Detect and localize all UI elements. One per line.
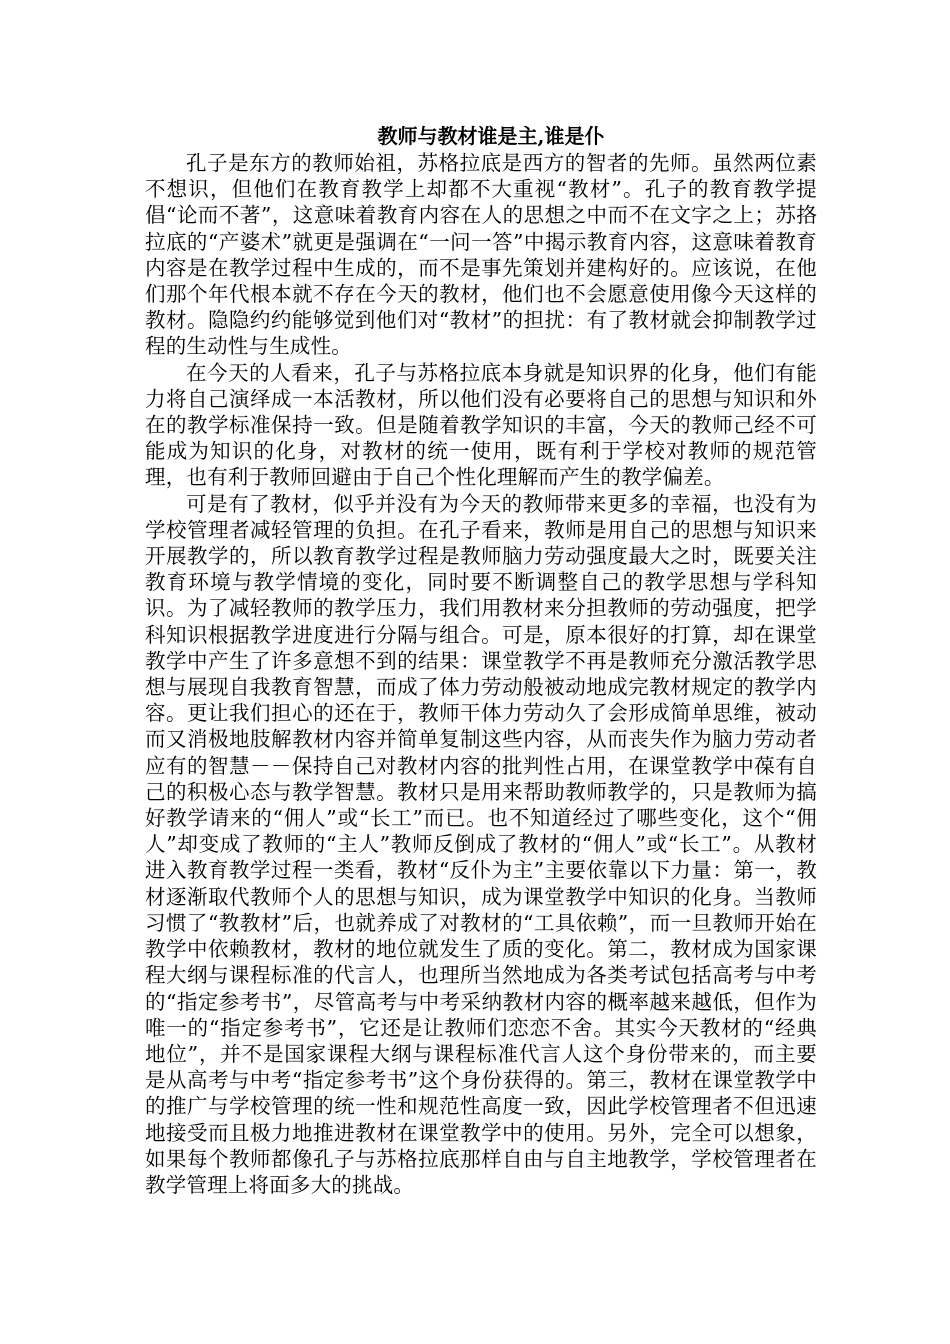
paragraph-3: 可是有了教材，似乎并没有为今天的教师带来更多的幸福，也没有为学校管理者减轻管理的负担。在孔子看来，教师是用自己的思想与知识来开展教学的，所以教育教学过程是教师脑力劳动强度最大之时，既要关注教育环境与教学情境的变化，同时要不断调整自己的教学思想与学科知识。为了减轻教师的教学压力，我们用教材来分担教师的劳动强度，把学科知识根据教学进度进行分隔与组合。可是，原本很好的打算，却在课堂教学中产生了许多意想不到的结果：课堂教学不再是教师充分激活教学思想与展现自我教育智慧，而成了体力劳动般被动地成完教材规定的教学内容。更让我们担心的还在于，教师干体力劳动久了会形成简单思维，被动而又消极地肢解教材内容并简单复制这些内容，从而丧失作为脑力劳动者应有的智慧－－保持自己对教材内容的批判性占用，在课堂教学中葆有自己的积极心态与教学智慧。教材只是用来帮助教师教学的，只是教师为搞好教学请来的“佣人”或“长工”而已。也不知道经过了哪些变化，这个“佣人”却变成了教师的“主人”教师反倒成了教材的“佣人”或“长工”。从教材进入教育教学过程一类看，教材“反仆为主”主要依靠以下力量：第一，教材逐渐取代教师个人的思想与知识，成为课堂教学中知识的化身。当教师习惯了“教教材”后，也就养成了对教材的“工具依赖”，而一旦教师开始在教学中依赖教材，教材的地位就发生了质的变化。第二，教材成为国家课程大纲与课程标准的代言人，也理所当然地成为各类考试包括高考与中考的“指定参考书”，尽管高考与中考采纳教材内容的概率越来越低，但作为唯一的“指定参考书”，它还是让教师们恋恋不舍。其实今天教材的“经典地位”，并不是国家课程大纲与课程标准代言人这个身份带来的，而主要是从高考与中考“指定参考书”这个身份获得的。第三，教材在课堂教学中的推广与学校管理的统一性和规范性高度一致，因此学校管理者不但迅速地接受而且极力地推进教材在课堂教学中的使用。另外，完全可以想象，如果每个教师都像孔子与苏格拉底那样自由与自主地教学，学校管理者在教学管理上将面多大的挑战。 bbox=[145, 491, 817, 1197]
document-title: 教师与教材谁是主,谁是仆 bbox=[377, 124, 605, 148]
paragraph-1: 孔子是东方的教师始祖，苏格拉底是西方的智者的先师。虽然两位素不想识，但他们在教育教学上却都不大重视“教材”。孔子的教育教学提倡“论而不著”，这意味着教育内容在人的思想之中而不在文字之上；苏挌拉底的“产婆术”就更是强调在“一问一答”中揭示教育内容，这意味着教育内容是在教学过程中生成的，而不是事先策划并建构好的。应该说，在他们那个年代根本就不存在今天的教材，他们也不会愿意使用像今天这样的教材。隐隐约约能够觉到他们对“教材”的担扰：有了教材就会抑制教学过程的生动性与生成性。 bbox=[145, 151, 817, 359]
paragraph-2: 在今天的人看来，孔子与苏格拉底本身就是知识界的化身，他们有能力将自己演绎成一本活教材，所以他们没有必要将自己的思想与知识和外在的教学标准保持一致。但是随着教学知识的丰富，今天的教师己经不可能成为知识的化身，对教材的统一使用，既有利于学校对教师的规范管理，也有利于教师回避由于自己个性化理解而产生的教学偏差。 bbox=[145, 360, 817, 490]
document-page bbox=[145, 122, 817, 1198]
